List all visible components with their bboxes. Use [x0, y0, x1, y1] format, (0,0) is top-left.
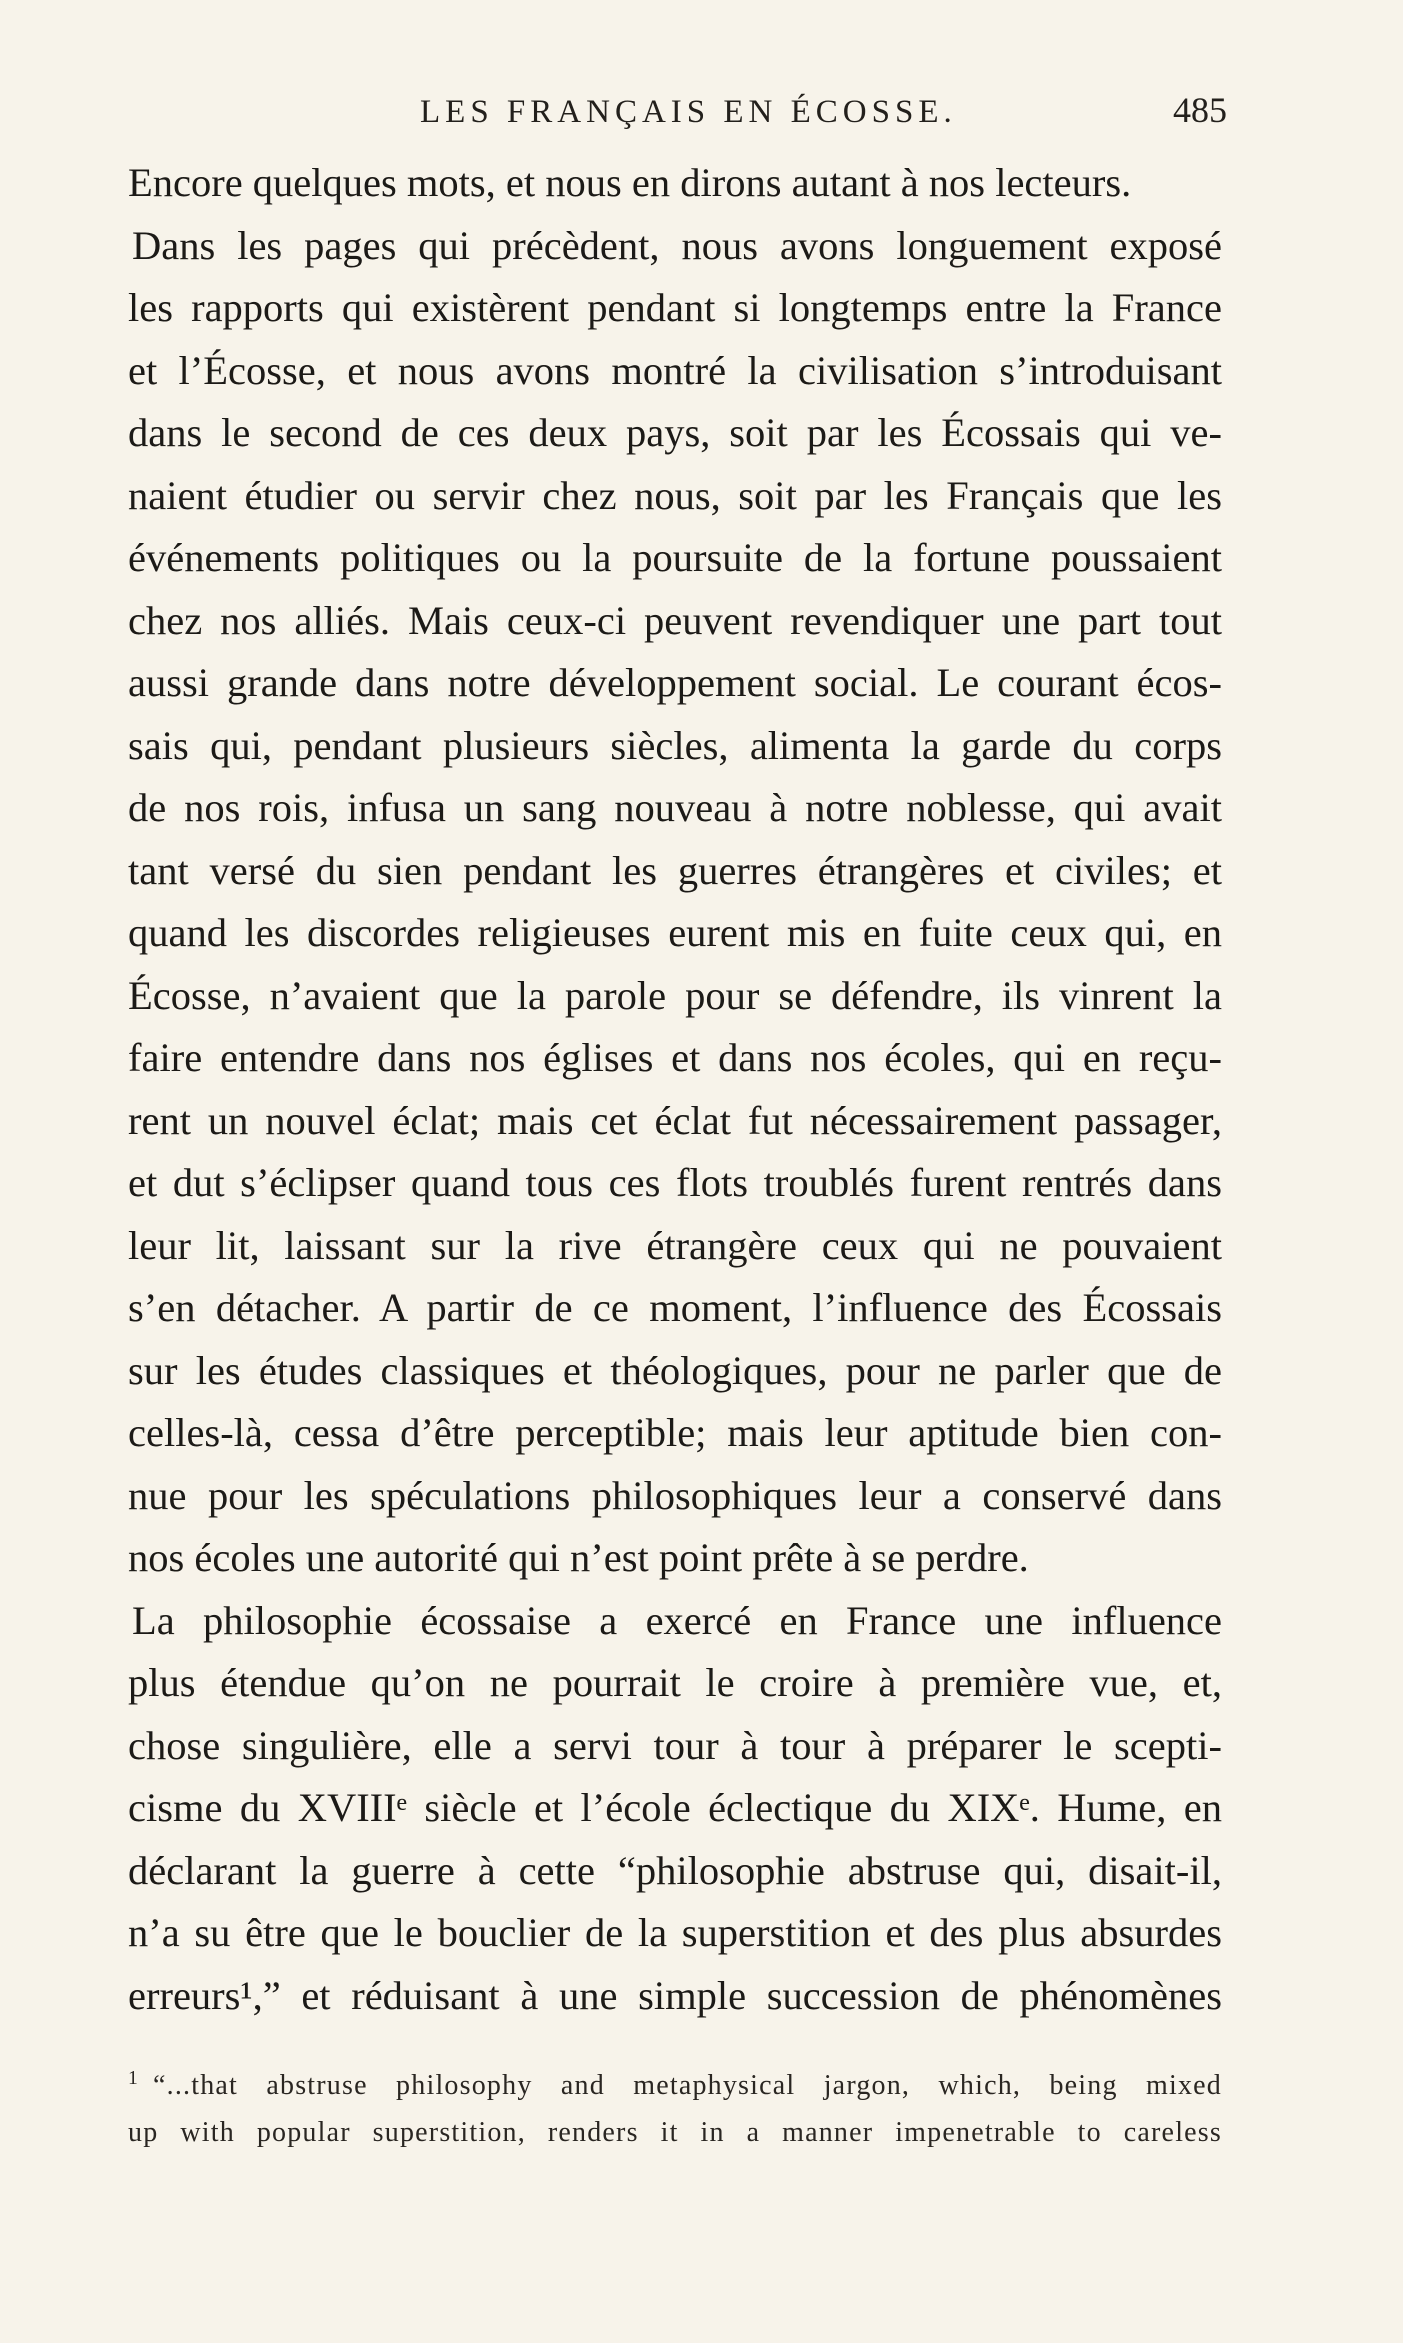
text-line: plus étendue qu’on ne pourrait le croire à première vue, et,	[128, 1660, 1222, 1705]
text-line: et dut s’éclipser quand tous ces flots troublés furent rentrés dans	[128, 1160, 1222, 1205]
text-line: faire entendre dans nos églises et dans nos écoles, qui en reçu-	[128, 1035, 1222, 1080]
text-line: leur lit, laissant sur la rive étrangère ceux qui ne pouvaient	[128, 1222, 1222, 1268]
text-line: nos écoles une autorité qui n’est point prête à se perdre.	[128, 1535, 1029, 1580]
running-title: LES FRANÇAIS EN ÉCOSSE.	[420, 94, 957, 130]
body-text	[128, 152, 1222, 2027]
text-line: cisme du XVIIIᵉ siècle et l’école éclectique du XIXᵉ. Hume, en	[128, 1785, 1222, 1830]
text-line: naient étudier ou servir chez nous, soit par les Français que les	[128, 472, 1222, 518]
text-line: sur les études classiques et théologiques, pour ne parler que de	[128, 1347, 1222, 1393]
text-line: Encore quelques mots, et nous en dirons autant à nos lecteurs.	[128, 160, 1132, 205]
text-line: événements politiques ou la poursuite de la fortune poussaient	[128, 535, 1222, 580]
text-line: n’a su être que le bouclier de la superstition et des plus absurdes	[128, 1910, 1222, 1955]
text-line: rent un nouvel éclat; mais cet éclat fut nécessairement passager,	[128, 1097, 1222, 1143]
footnote	[128, 2062, 1222, 2156]
text-line: celles-là, cessa d’être perceptible; mais leur aptitude bien con-	[128, 1410, 1222, 1455]
footnote-line: up with popular superstition, renders it in a manner impenetrable to careless	[128, 2117, 1222, 2148]
text-line: Dans les pages qui précèdent, nous avons longuement exposé	[132, 222, 1222, 268]
footnote-text: “...that abstruse philosophy and metaphysical jargon, which, being mixed	[153, 2070, 1222, 2101]
footnote-marker: 1	[128, 2067, 139, 2089]
text-line: sais qui, pendant plusieurs siècles, alimenta la garde du corps	[128, 722, 1222, 768]
text-line: quand les discordes religieuses eurent mis en fuite ceux qui, en	[128, 910, 1222, 955]
text-line: chose singulière, elle a servi tour à tour à préparer le scepti-	[128, 1722, 1222, 1768]
page-number: 485	[1173, 90, 1227, 130]
text-line: La philosophie écossaise a exercé en France une influence	[132, 1597, 1222, 1643]
text-line: déclarant la guerre à cette “philosophie abstruse qui, disait-il,	[128, 1847, 1222, 1893]
text-line: aussi grande dans notre développement social. Le courant écos-	[128, 660, 1222, 705]
text-line: les rapports qui existèrent pendant si longtemps entre la France	[128, 285, 1222, 330]
text-line: nue pour les spéculations philosophiques leur a conservé dans	[128, 1472, 1222, 1518]
text-line: Écosse, n’avaient que la parole pour se défendre, ils vinrent la	[128, 972, 1222, 1018]
text-line: erreurs¹,” et réduisant à une simple succession de phénomènes	[128, 1972, 1222, 2018]
footnote-line	[128, 2062, 1222, 2109]
text-line: chez nos alliés. Mais ceux-ci peuvent revendiquer une part tout	[128, 597, 1222, 643]
text-line: dans le second de ces deux pays, soit par les Écossais qui ve-	[128, 410, 1222, 455]
text-line: et l’Écosse, et nous avons montré la civilisation s’introduisant	[128, 347, 1222, 393]
text-line: tant versé du sien pendant les guerres étrangères et civiles; et	[128, 847, 1222, 893]
text-line: de nos rois, infusa un sang nouveau à notre noblesse, qui avait	[128, 785, 1222, 830]
text-line: s’en détacher. A partir de ce moment, l’influence des Écossais	[128, 1285, 1222, 1330]
